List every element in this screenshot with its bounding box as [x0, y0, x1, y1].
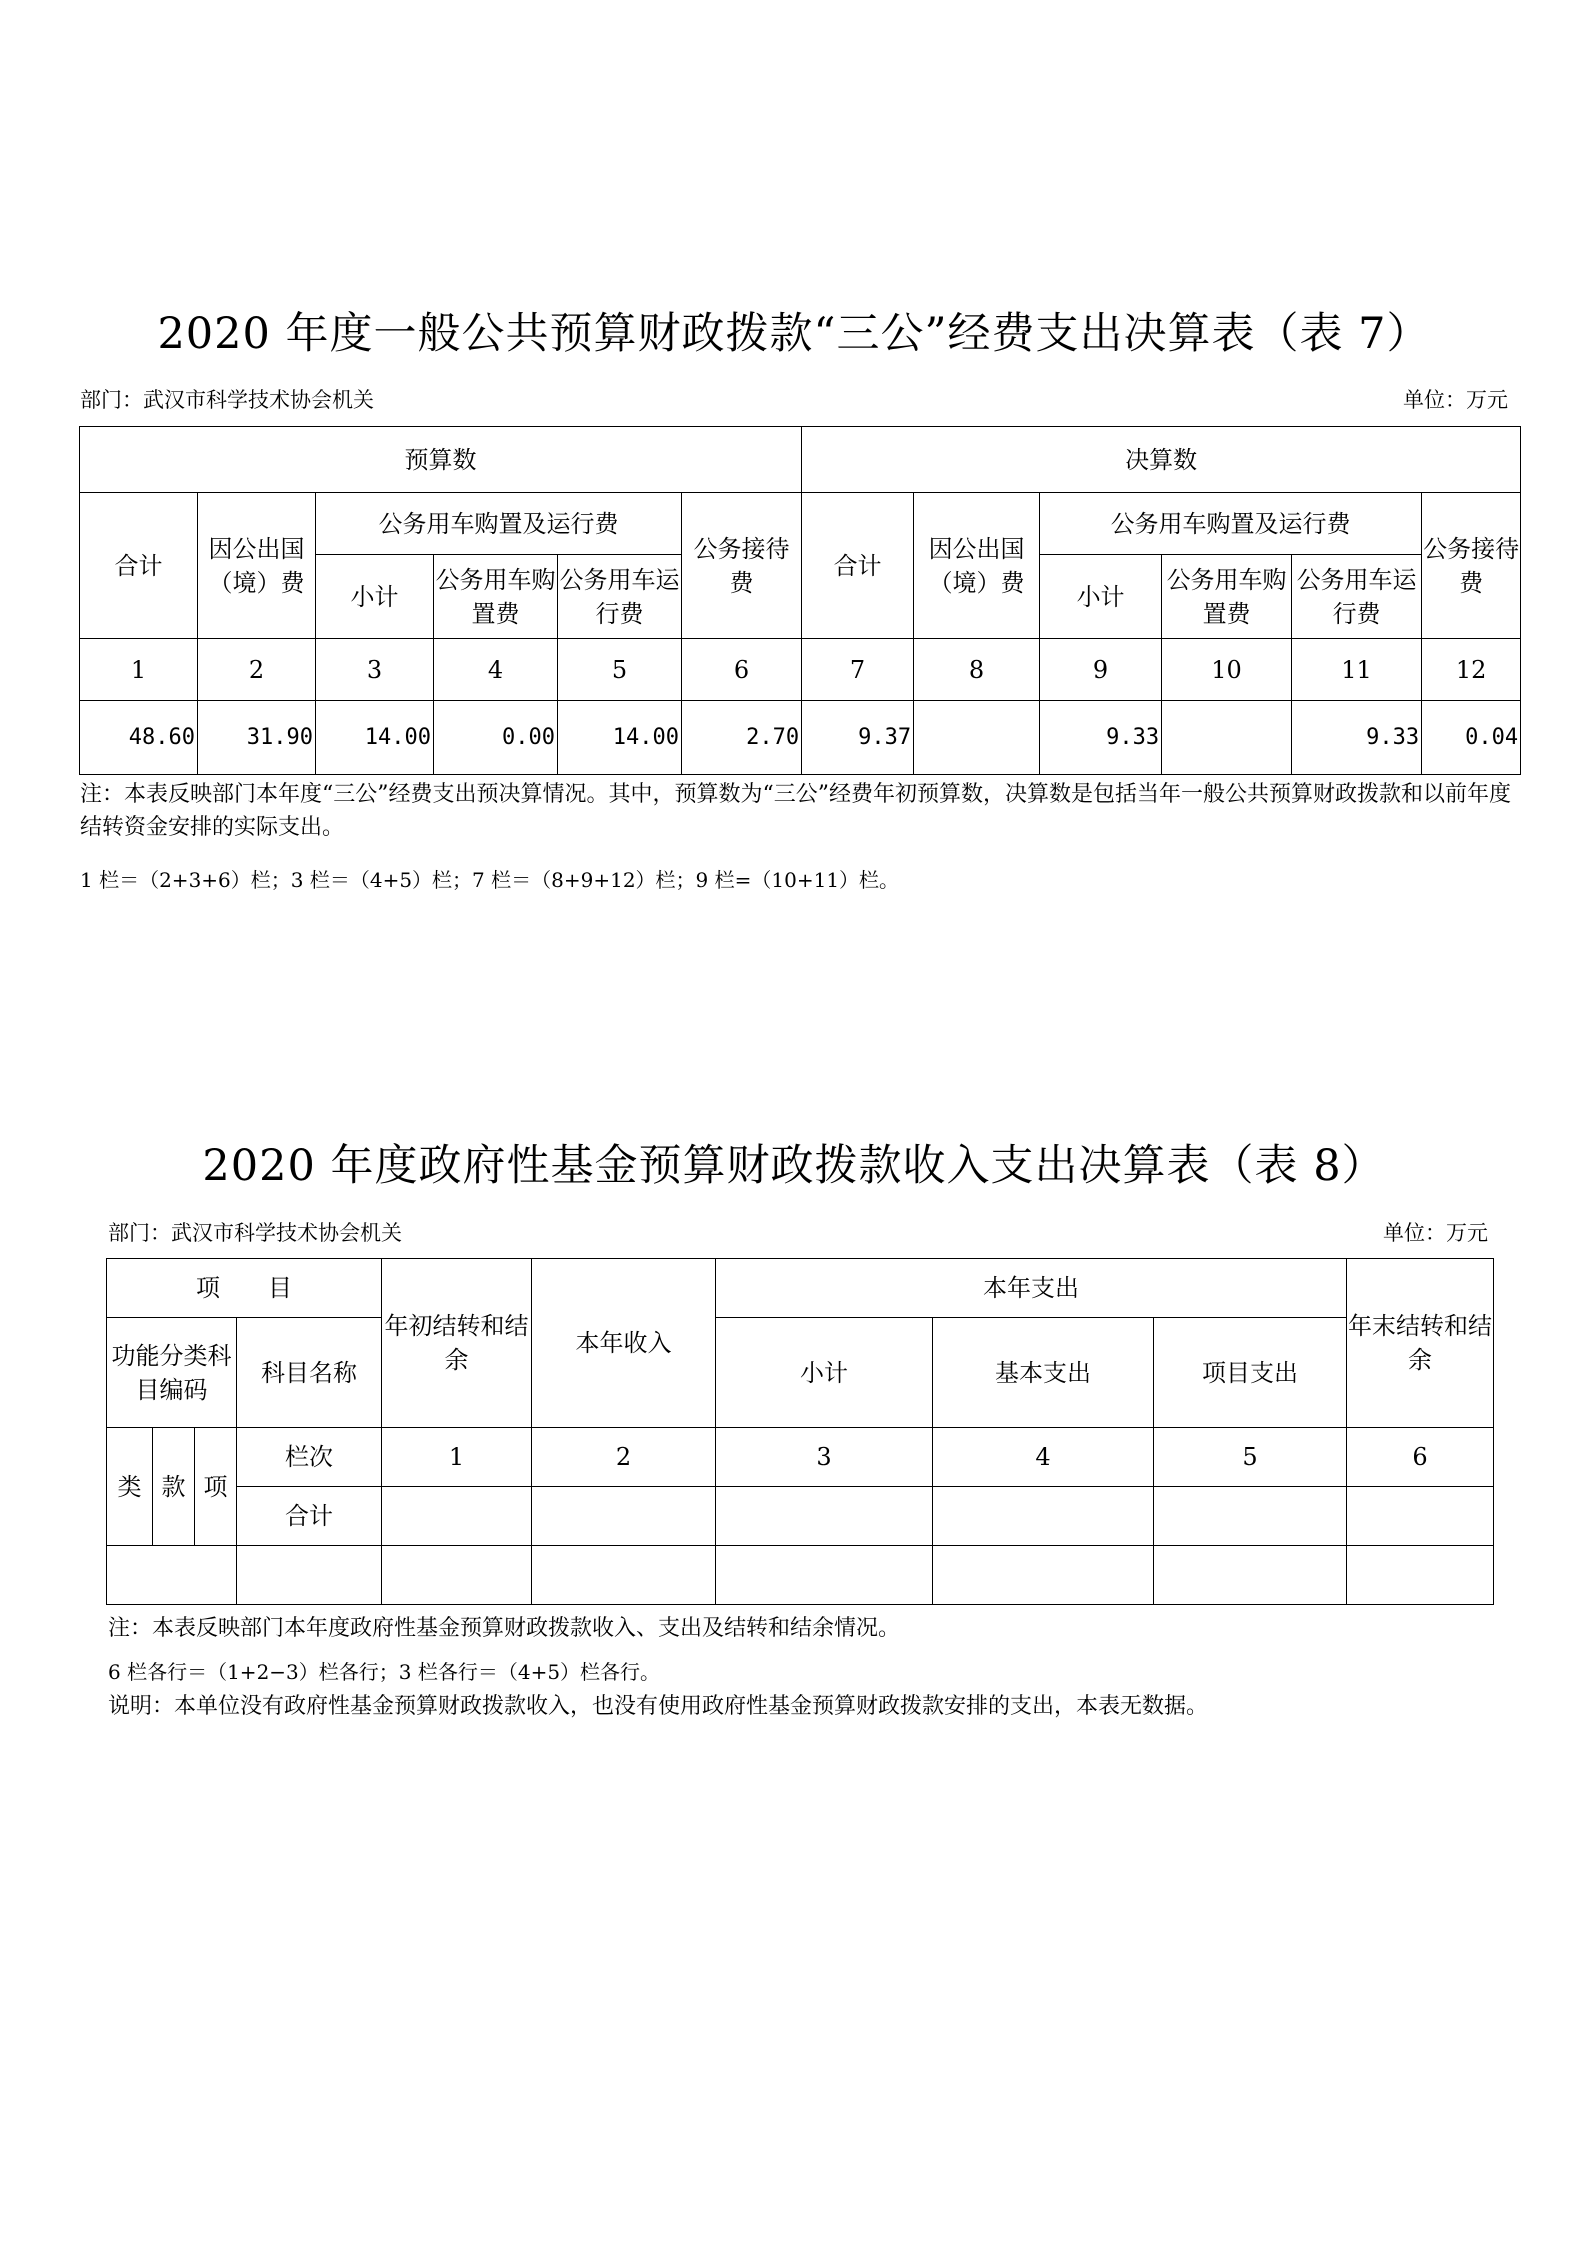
final-reception-header: 公务接待费 [1422, 493, 1521, 639]
col-no: 11 [1292, 639, 1422, 701]
total-label: 合计 [237, 1487, 382, 1546]
final-vehicle-header: 公务用车购置及运行费 [1040, 493, 1422, 555]
col-no: 4 [933, 1428, 1154, 1487]
col-no: 8 [914, 639, 1040, 701]
expense-header: 本年支出 [716, 1259, 1347, 1318]
table7-unit: 单位：万元 [1403, 388, 1508, 412]
total-row [107, 1487, 1494, 1546]
col-no: 2 [198, 639, 316, 701]
empty-cell [532, 1546, 716, 1605]
table7-title: 2020 年度一般公共预算财政拨款“三公”经费支出决算表（表 7） [157, 309, 1431, 359]
col-no: 6 [1347, 1428, 1494, 1487]
final-operation-header: 公务用车运行费 [1292, 555, 1422, 639]
col-no: 3 [716, 1428, 933, 1487]
budget-operation-header: 公务用车运行费 [558, 555, 682, 639]
col-no: 5 [558, 639, 682, 701]
empty-cell [532, 1487, 716, 1546]
value-cell [1162, 701, 1292, 775]
table7 [79, 426, 1521, 775]
table8-formula: 6 栏各行＝（1+2−3）栏各行；3 栏各行＝（4+5）栏各行。 [108, 1660, 661, 1684]
basic-expense-header: 基本支出 [933, 1318, 1154, 1428]
value-cell: 14.00 [316, 701, 434, 775]
col-no: 7 [802, 639, 914, 701]
table7-department: 部门：武汉市科学技术协会机关 [80, 388, 374, 412]
table8-title: 2020 年度政府性基金预算财政拨款收入支出决算表（表 8） [202, 1141, 1386, 1191]
col-no: 4 [434, 639, 558, 701]
col-no: 1 [80, 639, 198, 701]
budget-vehicle-header: 公务用车购置及运行费 [316, 493, 682, 555]
col-no: 6 [682, 639, 802, 701]
table8-note: 注：本表反映部门本年度政府性基金预算财政拨款收入、支出及结转和结余情况。 [108, 1616, 901, 1641]
value-cell: 31.90 [198, 701, 316, 775]
empty-cell [382, 1546, 532, 1605]
final-total-header: 合计 [802, 493, 914, 639]
value-cell: 9.33 [1292, 701, 1422, 775]
empty-cell [716, 1546, 933, 1605]
empty-cell [237, 1546, 382, 1605]
expense-subtotal-header: 小计 [716, 1318, 933, 1428]
table8-department: 部门：武汉市科学技术协会机关 [108, 1221, 402, 1245]
empty-cell [107, 1546, 237, 1605]
value-cell: 48.60 [80, 701, 198, 775]
column-number-row [80, 639, 1521, 701]
empty-cell [1154, 1487, 1347, 1546]
group-budget: 预算数 [80, 427, 802, 493]
value-row [80, 701, 1521, 775]
income-header: 本年收入 [532, 1259, 716, 1428]
value-cell: 14.00 [558, 701, 682, 775]
col-no: 12 [1422, 639, 1521, 701]
col-no: 2 [532, 1428, 716, 1487]
final-purchase-header: 公务用车购置费 [1162, 555, 1292, 639]
group-final: 决算数 [802, 427, 1521, 493]
func-code-header: 功能分类科目编码 [107, 1318, 237, 1428]
kuan-header: 款 [153, 1428, 195, 1546]
value-cell: 0.00 [434, 701, 558, 775]
col-no: 3 [316, 639, 434, 701]
empty-row [107, 1546, 1494, 1605]
value-cell [914, 701, 1040, 775]
item-header: 项 目 [107, 1259, 382, 1318]
empty-cell [1347, 1546, 1494, 1605]
col-no: 1 [382, 1428, 532, 1487]
empty-cell [933, 1546, 1154, 1605]
final-subtotal-header: 小计 [1040, 555, 1162, 639]
table8-unit: 单位：万元 [1383, 1221, 1488, 1245]
col-no: 9 [1040, 639, 1162, 701]
lei-header: 类 [107, 1428, 153, 1546]
empty-cell [716, 1487, 933, 1546]
budget-abroad-header: 因公出国（境）费 [198, 493, 316, 639]
subject-name-header: 科目名称 [237, 1318, 382, 1428]
col-no: 5 [1154, 1428, 1347, 1487]
empty-cell [1154, 1546, 1347, 1605]
final-abroad-header: 因公出国（境）费 [914, 493, 1040, 639]
budget-reception-header: 公务接待费 [682, 493, 802, 639]
xiang-header: 项 [195, 1428, 237, 1546]
project-expense-header: 项目支出 [1154, 1318, 1347, 1428]
table7-note: 注：本表反映部门本年度“三公”经费支出预决算情况。其中，预算数为“三公”经费年初预算数，决算数是包括当年一般公共预算财政拨款和以前年度结转资金安排的实际支出。 [80, 782, 1511, 840]
col-no: 10 [1162, 639, 1292, 701]
begin-balance-header: 年初结转和结余 [382, 1259, 532, 1428]
value-cell: 0.04 [1422, 701, 1521, 775]
budget-subtotal-header: 小计 [316, 555, 434, 639]
budget-total-header: 合计 [80, 493, 198, 639]
value-cell: 9.33 [1040, 701, 1162, 775]
empty-cell [1347, 1487, 1494, 1546]
end-balance-header: 年末结转和结余 [1347, 1259, 1494, 1428]
table8-explanation: 说明：本单位没有政府性基金预算财政拨款收入，也没有使用政府性基金预算财政拨款安排的支出，本表无数据。 [108, 1694, 1209, 1719]
empty-cell [382, 1487, 532, 1546]
value-cell: 9.37 [802, 701, 914, 775]
value-cell: 2.70 [682, 701, 802, 775]
table8 [106, 1258, 1494, 1605]
table7-formula: 1 栏＝（2+3+6）栏；3 栏＝（4+5）栏；7 栏＝（8+9+12）栏；9 栏=（10+11）栏。 [80, 868, 900, 892]
empty-cell [933, 1487, 1154, 1546]
budget-purchase-header: 公务用车购置费 [434, 555, 558, 639]
column-no-label: 栏次 [237, 1428, 382, 1487]
